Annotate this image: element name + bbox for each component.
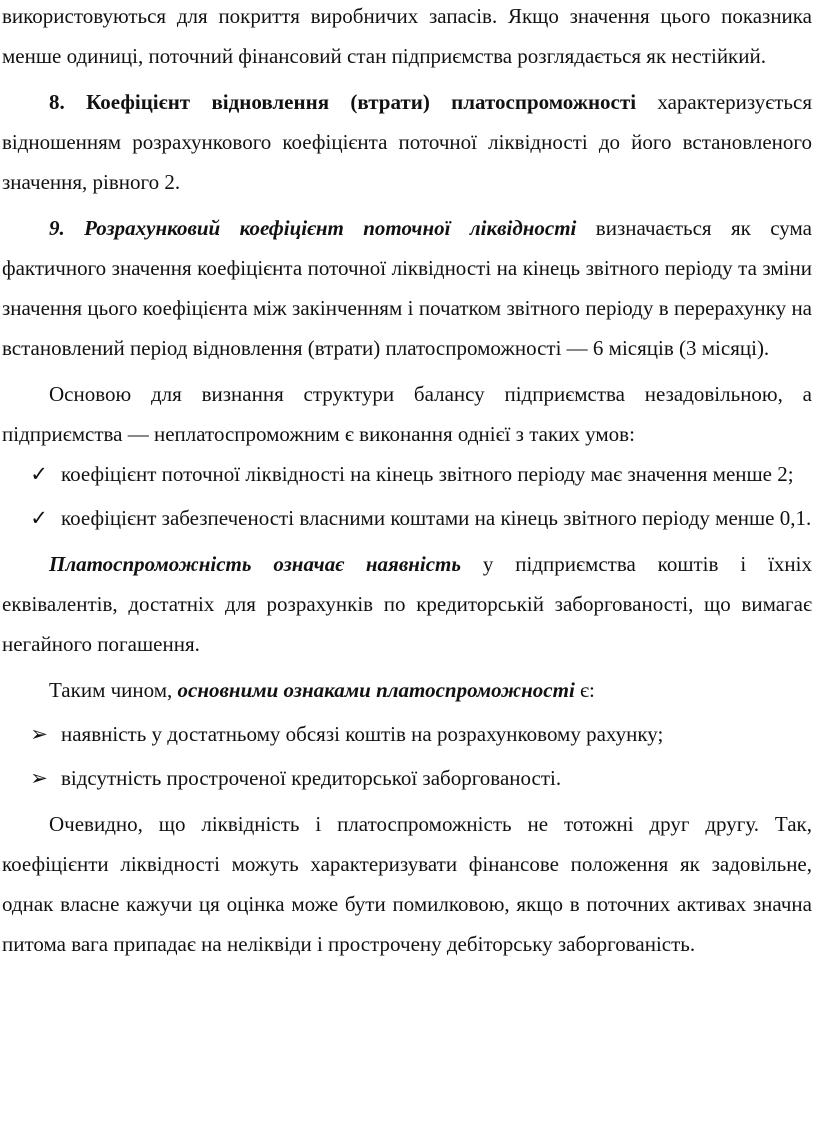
paragraph-recovery-ratio-text: характеризується відношенням розрахункового коефіцієнта поточної ліквідності до його встановленого значення, рівного 2. [2, 90, 812, 194]
checkmark-icon: ✓ [30, 462, 48, 486]
list-item [2, 498, 812, 538]
heading-recovery-ratio: 8. Коефіцієнт відновлення (втрати) платоспроможності [49, 90, 637, 114]
paragraph-solvency-definition-text: у підприємства коштів і їхніх еквівалентів, достатніх для розрахунків по кредиторській заборгованості, що вимагає негайного погашення. [2, 552, 812, 656]
heading-estimated-liquidity: 9. Розрахунковий коефіцієнт поточної ліквідності [49, 216, 577, 240]
list-item [2, 714, 812, 754]
list-item [2, 454, 812, 494]
paragraph-solvency-signs-tail: є: [574, 678, 595, 702]
checkmark-icon: ✓ [30, 506, 48, 530]
paragraph-solvency-signs-lead: Таким чином, [49, 678, 178, 702]
arrow-right-icon: ➢ [30, 766, 48, 790]
paragraph-recovery-ratio [2, 82, 812, 202]
arrow-right-icon: ➢ [30, 722, 48, 746]
list-item-text: коефіцієнт поточної ліквідності на кінець звітного періоду має значення менше 2; [61, 462, 794, 486]
paragraph-estimated-liquidity-text: визначається як сума фактичного значення коефіцієнта поточної ліквідності на кінець звітного періоду та зміни значення цього коефіцієнта між закінченням і початком звітного періоду в перерахунку на встановлений період відновлення (втрати) платоспроможності — 6 місяців (3 місяці). [2, 216, 812, 360]
paragraph-solvency-signs [2, 670, 812, 710]
paragraph-conclusion: Очевидно, що ліквідність і платоспроможність не тотожні друг другу. Так, коефіцієнти ліквідності можуть характеризувати фінансове положення як задовільне, однак власне кажучи ця оцінка може бути помилковою, якщо в поточних активах значна питома вага припадає на неліквіди і прострочену дебіторську заборгованість. [2, 812, 812, 956]
heading-solvency-signs: основними ознаками платоспроможності [177, 678, 575, 702]
paragraph-solvency-definition [2, 544, 812, 664]
list-item-text: коефіцієнт забезпеченості власними коштами на кінець звітного періоду менше 0,1. [61, 506, 812, 530]
list-item [2, 758, 812, 798]
paragraph-estimated-liquidity [2, 208, 812, 368]
list-item-text: наявність у достатньому обсязі коштів на розрахунковому рахунку; [61, 722, 664, 746]
paragraph-conditions: Основою для визнання структури балансу підприємства незадовільною, а підприємства — неплатоспроможним є виконання однієї з таких умов: [2, 382, 812, 446]
paragraph-intro: використовуються для покриття виробничих запасів. Якщо значення цього показника менше одиниці, поточний фінансовий стан підприємства розглядається як нестійкий. [2, 4, 812, 68]
heading-solvency-definition: Платоспроможність означає наявність [49, 552, 461, 576]
list-item-text: відсутність простроченої кредиторської заборгованості. [61, 766, 562, 790]
